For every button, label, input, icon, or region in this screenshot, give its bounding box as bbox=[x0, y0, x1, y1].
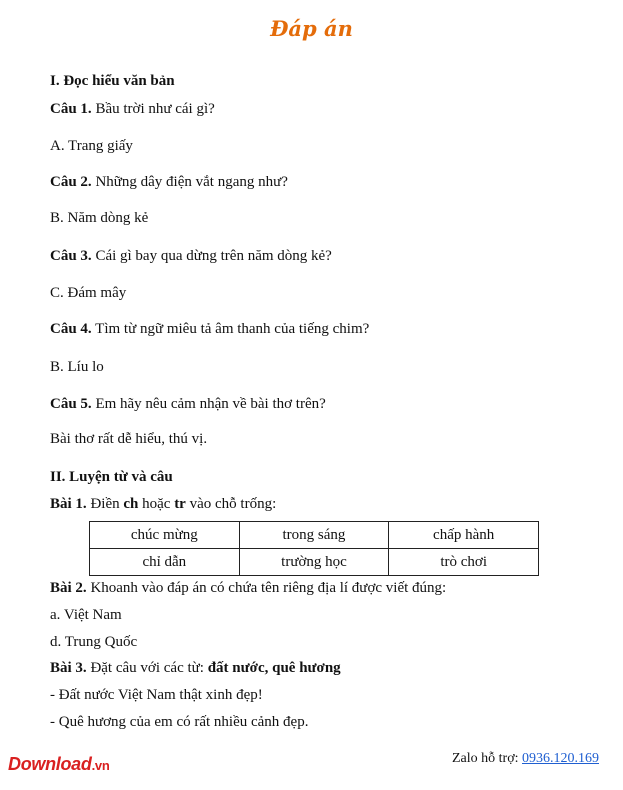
answer-5: Bài thơ rất dễ hiểu, thú vị. bbox=[50, 431, 208, 447]
logo-main-text: Download bbox=[8, 754, 92, 774]
bai-label: Bài 2. bbox=[50, 580, 87, 596]
prompt-ch: ch bbox=[123, 496, 139, 512]
question-label: Câu 1. bbox=[50, 101, 92, 117]
prompt-tr: tr bbox=[174, 496, 186, 512]
prompt-text: vào chỗ trống: bbox=[185, 496, 277, 512]
answer-2: B. Năm dòng kẻ bbox=[50, 210, 149, 226]
question-label: Câu 4. bbox=[50, 321, 92, 337]
page-title: Đáp án bbox=[270, 16, 353, 41]
question-1 bbox=[50, 101, 215, 118]
bai-3-prompt bbox=[50, 660, 341, 677]
question-4 bbox=[50, 321, 369, 338]
bai-3-answer-2: - Quê hương của em có rất nhiều cảnh đẹp. bbox=[50, 714, 309, 730]
zalo-phone-link[interactable]: 0936.120.169 bbox=[522, 751, 599, 766]
prompt-text: Điền bbox=[86, 496, 124, 512]
table-row bbox=[90, 522, 539, 549]
table-cell: chúc mừng bbox=[90, 522, 240, 549]
table-cell: trường học bbox=[239, 549, 389, 576]
question-label: Câu 2. bbox=[50, 174, 92, 190]
prompt-text: Khoanh vào đáp án có chứa tên riêng địa lí được viết đúng: bbox=[86, 580, 447, 596]
question-5 bbox=[50, 396, 326, 413]
question-3 bbox=[50, 248, 332, 265]
zalo-label: Zalo hỗ trợ: bbox=[452, 751, 522, 766]
answer-4: B. Líu lo bbox=[50, 359, 104, 375]
bai-3-answer-1: - Đất nước Việt Nam thật xinh đẹp! bbox=[50, 687, 263, 703]
question-text: Cái gì bay qua dừng trên năm dòng kẻ? bbox=[91, 248, 332, 264]
logo-tld-text: .vn bbox=[91, 758, 110, 773]
zalo-support bbox=[452, 751, 599, 767]
question-label: Câu 5. bbox=[50, 396, 92, 412]
table-cell: trong sáng bbox=[239, 522, 389, 549]
section-2-heading: II. Luyện từ và câu bbox=[50, 469, 173, 485]
table-cell: chỉ dẫn bbox=[90, 549, 240, 576]
table-cell: chấp hành bbox=[389, 522, 539, 549]
table-row bbox=[90, 549, 539, 576]
bai-2-prompt bbox=[50, 580, 446, 597]
bai-label: Bài 3. bbox=[50, 660, 87, 676]
question-text: Những dây điện vắt ngang như? bbox=[91, 174, 288, 190]
prompt-words: đất nước, quê hương bbox=[207, 660, 341, 676]
word-table bbox=[89, 521, 539, 576]
question-label: Câu 3. bbox=[50, 248, 92, 264]
bai-label: Bài 1. bbox=[50, 496, 87, 512]
answer-1: A. Trang giấy bbox=[50, 138, 133, 154]
question-text: Tìm từ ngữ miêu tả âm thanh của tiếng chim? bbox=[91, 321, 370, 337]
table-cell: trò chơi bbox=[389, 549, 539, 576]
prompt-text: Đặt câu với các từ: bbox=[86, 660, 208, 676]
question-text: Bầu trời như cái gì? bbox=[91, 101, 215, 117]
bai-2-answer-a: a. Việt Nam bbox=[50, 607, 122, 623]
answer-3: C. Đám mây bbox=[50, 285, 127, 301]
download-logo[interactable] bbox=[8, 754, 109, 775]
bai-2-answer-d: d. Trung Quốc bbox=[50, 634, 138, 650]
question-2 bbox=[50, 174, 288, 191]
section-1-heading: I. Đọc hiểu văn bản bbox=[50, 73, 175, 89]
prompt-text: hoặc bbox=[138, 496, 175, 512]
question-text: Em hãy nêu cảm nhận về bài thơ trên? bbox=[91, 396, 326, 412]
bai-1-prompt bbox=[50, 496, 276, 513]
